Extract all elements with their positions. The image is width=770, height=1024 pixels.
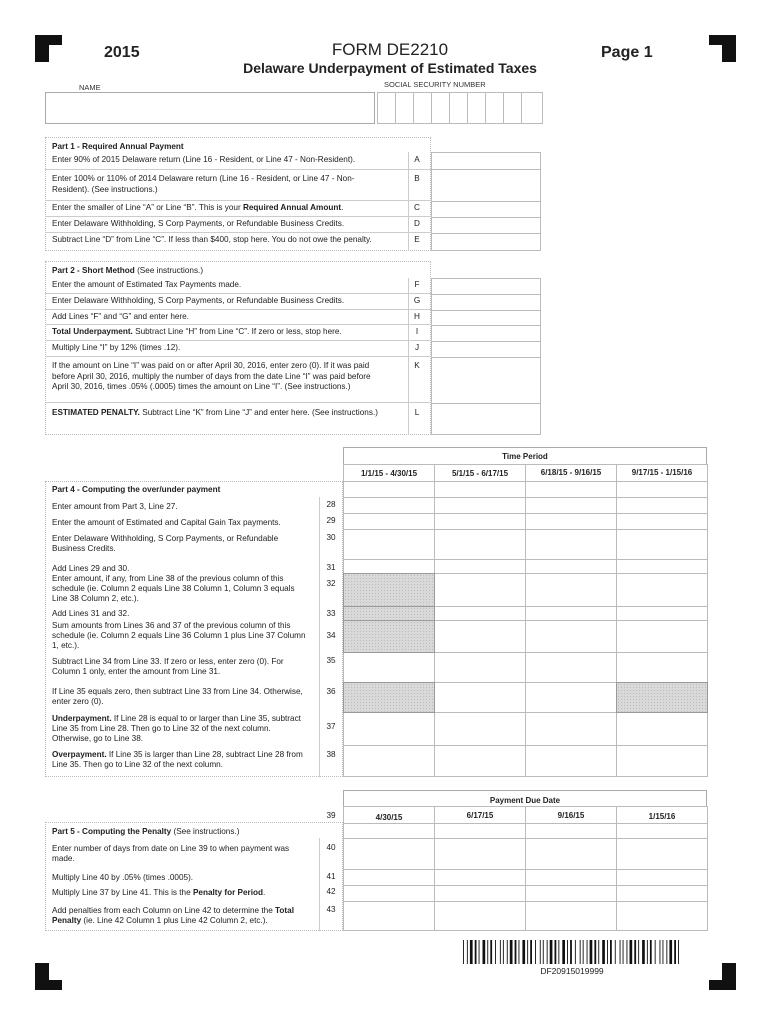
due-col-4: 1/15/16	[616, 806, 708, 824]
line-g-row: Enter Delaware Withholding, S Corp Payments, or Refundable Business Credits. G	[45, 294, 431, 310]
part4-title: Part 4 - Computing the over/under payment	[52, 485, 221, 494]
ssn-field[interactable]	[377, 92, 543, 124]
line-label: D	[414, 219, 420, 228]
line-31-row: Add Lines 29 and 30. 31	[45, 559, 343, 573]
line-label: L	[414, 408, 420, 417]
line-d-amount[interactable]	[431, 217, 541, 234]
part4-data-cells[interactable]	[343, 497, 708, 777]
corner-mark-bottom-right-arm	[709, 980, 736, 990]
line-number: 43	[326, 905, 336, 914]
line-label: H	[414, 312, 420, 321]
name-field[interactable]	[45, 92, 375, 124]
line-l-amount[interactable]	[431, 403, 541, 435]
line-28-row: Enter amount from Part 3, Line 27. 28	[45, 497, 343, 513]
line-label: G	[413, 296, 421, 305]
line-d-row: Enter Delaware Withholding, S Corp Payments, or Refundable Business Credits. D	[45, 217, 431, 233]
period-col-3-header: 6/18/15 - 9/16/15	[525, 464, 617, 482]
shaded-cell-36-col1	[343, 682, 435, 713]
line-f-row: Enter the amount of Estimated Tax Payments made. F	[45, 278, 431, 294]
line-number: 31	[326, 563, 336, 572]
line-number: 36	[326, 687, 336, 696]
time-period-title: Time Period	[502, 452, 548, 461]
shaded-cell-33-col1	[343, 606, 435, 621]
line-32-row: Enter amount, if any, from Line 38 of the previous column of this schedule (ie. Column 2 equals Line 38 Column 1, Column 3 equals Line 38 Column 2, etc.). 32	[45, 573, 343, 606]
line-37-row: Underpayment. If Line 28 is equal to or larger than Line 35, subtract Line 35 from Line 28. Then go to Line 32 of the next column. Otherwise, go to Line 38. 37	[45, 712, 343, 745]
line-number: 32	[326, 579, 336, 588]
due-col-2: 6/17/15	[434, 806, 526, 824]
line-a-amount[interactable]	[431, 152, 541, 170]
line-29-row: Enter the amount of Estimated and Capital Gain Tax payments. 29	[45, 513, 343, 529]
line-f-amount[interactable]	[431, 278, 541, 295]
line-43-row: Add penalties from each Column on Line 42 to determine the Total Penalty (ie. Line 42 Column 1 plus Line 42 Column 2, etc.). 43	[45, 901, 343, 931]
line-j-row: Multiply Line “I” by 12% (times .12). J	[45, 341, 431, 357]
line-number: 33	[326, 609, 336, 618]
line-number: 34	[326, 631, 336, 640]
line-number: 40	[326, 843, 336, 852]
line-label: B	[414, 174, 420, 183]
period-col-1-header: 1/1/15 - 4/30/15	[343, 464, 435, 482]
period-col-4-header: 9/17/15 - 1/15/16	[616, 464, 708, 482]
line-number: 38	[326, 750, 336, 759]
line-label: K	[414, 361, 420, 370]
form-title: Delaware Underpayment of Estimated Taxes	[243, 60, 537, 76]
line-label: F	[414, 280, 420, 289]
line-33-row: Add Lines 31 and 32. 33	[45, 606, 343, 620]
period-col-2-header: 5/1/15 - 6/17/15	[434, 464, 526, 482]
shaded-cell-32-col1	[343, 573, 435, 607]
line-i-row: Total Underpayment. Subtract Line “H” from Line “C”. If zero or less, stop here. I	[45, 325, 431, 341]
part1-title: Part 1 - Required Annual Payment	[52, 142, 184, 151]
line-h-amount[interactable]	[431, 310, 541, 326]
line-number: 29	[326, 516, 336, 525]
line-36-row: If Line 35 equals zero, then subtract Line 33 from Line 34. Otherwise, enter zero (0). 36	[45, 682, 343, 712]
part2-title: Part 2 - Short Method (See instructions.)	[52, 266, 204, 275]
line-39-number: 39	[326, 811, 336, 820]
line-label: C	[414, 203, 420, 212]
line-c-row: Enter the smaller of Line “A” or Line “B”. This is your Required Annual Amount. C	[45, 201, 431, 217]
line-a-row: Enter 90% of 2015 Delaware return (Line 16 - Resident, or Line 47 - Non-Resident). A	[45, 153, 431, 170]
line-e-row: Subtract Line “D” from Line “C”. If less than $400, stop here. You do not owe the penalty. E	[45, 233, 431, 251]
line-g-amount[interactable]	[431, 294, 541, 311]
payment-due-title: Payment Due Date	[489, 796, 561, 805]
line-h-row: Add Lines “F” and “G” and enter here. H	[45, 310, 431, 325]
page-number: Page 1	[601, 44, 653, 61]
part5-title: Part 5 - Computing the Penalty (See instructions.)	[52, 827, 240, 836]
line-b-row: Enter 100% or 110% of 2014 Delaware return (Line 16 - Resident, or Line 47 - Non-Resident). (See instructions.) B	[45, 170, 431, 201]
line-label: A	[414, 155, 420, 164]
corner-mark-top-right-arm	[709, 35, 736, 45]
corner-mark-top-left-arm	[35, 35, 62, 45]
line-40-row: Enter number of days from date on Line 39 to when payment was made. 40	[45, 838, 343, 869]
line-k-amount[interactable]	[431, 357, 541, 404]
barcode-text: DF20915019999	[540, 966, 604, 976]
line-number: 30	[326, 533, 336, 542]
line-label: I	[415, 327, 419, 336]
tax-year: 2015	[104, 44, 140, 61]
part5-data-cells[interactable]	[343, 823, 708, 931]
line-number: 28	[326, 500, 336, 509]
ssn-label: SOCIAL SECURITY NUMBER	[384, 80, 486, 89]
barcode-image	[463, 940, 681, 964]
line-b-amount[interactable]	[431, 169, 541, 202]
line-34-row: Sum amounts from Lines 36 and 37 of the previous column of this schedule (ie. Column 2 equals Line 36 Column 1 plus Line 37 Column 1, etc.). 34	[45, 620, 343, 652]
line-41-row: Multiply Line 40 by .05% (times .0005). 41	[45, 869, 343, 885]
line-number: 35	[326, 656, 336, 665]
line-42-row: Multiply Line 37 by Line 41. This is the Penalty for Period. 42	[45, 885, 343, 901]
due-col-3: 9/16/15	[525, 806, 617, 824]
line-38-row: Overpayment. If Line 35 is larger than Line 28, subtract Line 28 from Line 35. Then go to Line 32 of the next column. 38	[45, 745, 343, 777]
line-c-amount[interactable]	[431, 201, 541, 218]
line-number: 41	[326, 872, 336, 881]
line-label: E	[414, 235, 420, 244]
line-label: J	[414, 343, 420, 352]
line-k-row: If the amount on Line “I” was paid on or after April 30, 2016, enter zero (0). If it was paid before April 30, 2016, multiply the number of days from the date Line “I” was paid before April 30, 2016, times .05% (.0005) times the amount on Line “I”. (See instructions.) K	[45, 357, 431, 403]
shaded-cell-36-col4	[616, 682, 708, 713]
due-col-1: 4/30/15	[343, 806, 435, 824]
form-number: FORM DE2210	[331, 40, 449, 59]
line-j-amount[interactable]	[431, 341, 541, 358]
line-e-amount[interactable]	[431, 233, 541, 251]
line-i-amount[interactable]	[431, 325, 541, 342]
line-l-row: ESTIMATED PENALTY. Subtract Line “K” from Line “J” and enter here. (See instructions.) L	[45, 403, 431, 435]
name-label: NAME	[79, 83, 101, 92]
line-30-row: Enter Delaware Withholding, S Corp Payments, or Refundable Business Credits. 30	[45, 529, 343, 559]
corner-mark-bottom-left-arm	[35, 980, 62, 990]
line-number: 42	[326, 887, 336, 896]
shaded-cell-34-col1	[343, 620, 435, 653]
line-35-row: Subtract Line 34 from Line 33. If zero or less, enter zero (0). For Column 1 only, enter the amount from Line 31. 35	[45, 652, 343, 682]
line-number: 37	[326, 722, 336, 731]
